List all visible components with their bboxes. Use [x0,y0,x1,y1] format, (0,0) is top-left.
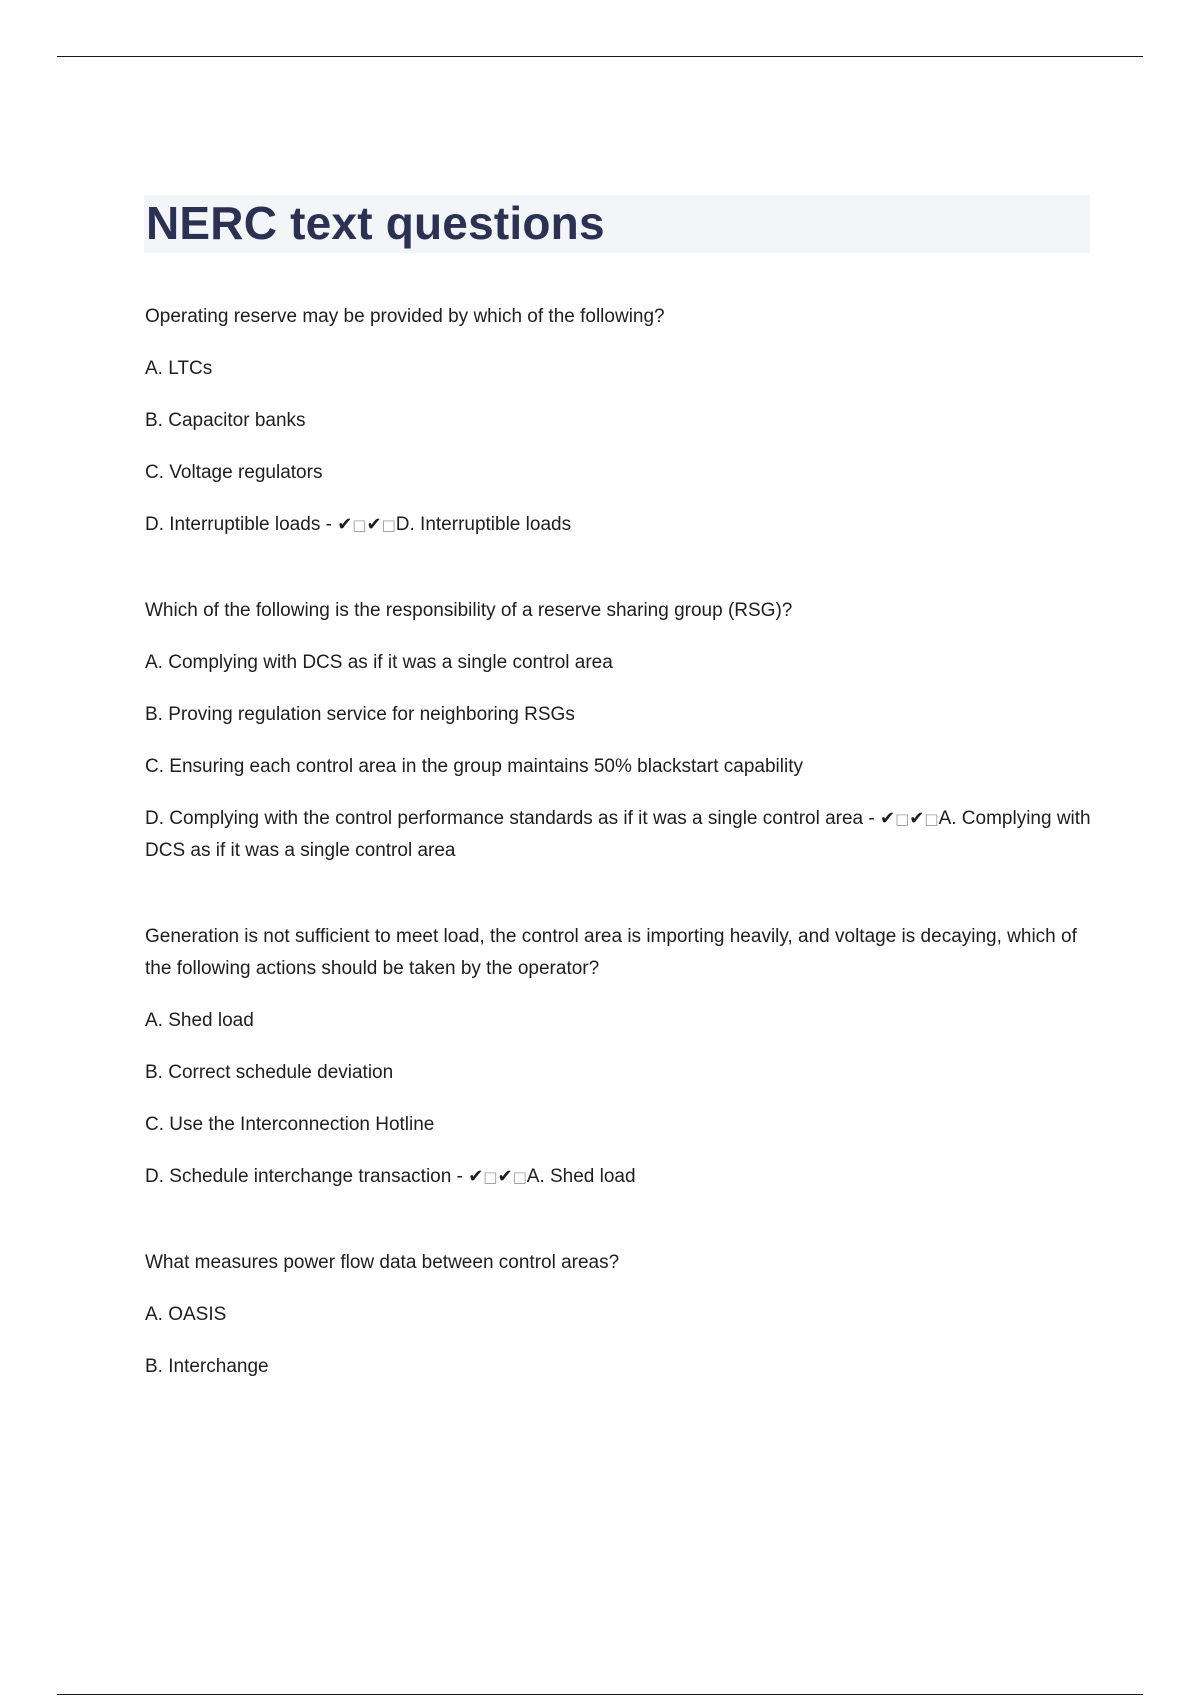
option-c: C. Use the Interconnection Hotline [145,1114,435,1135]
option-b: B. Correct schedule deviation [145,1062,394,1083]
check-icon: ✔ [880,808,896,829]
box-icon: □ [924,810,939,828]
check-icon: ✔ [468,1166,484,1187]
answer-text: A. Complying with DCS as if it was a single control area [145,808,1091,861]
question-text: Operating reserve may be provided by which of the following? [145,306,665,327]
check-icon: ✔ [366,514,382,535]
check-icon: ✔ [497,1166,513,1187]
question-text: Generation is not sufficient to meet load, the control area is importing heavily, and voltage is decaying, which of the following actions should be taken by the operator? [145,926,1077,979]
check-icon: ✔ [337,514,353,535]
question-block [145,921,1095,1193]
box-icon: □ [352,516,367,534]
bottom-rule [57,1694,1143,1695]
question-text: Which of the following is the responsibility of a reserve sharing group (RSG)? [145,600,793,621]
page-title: NERC text questions [146,197,605,249]
option-d: D. Complying with the control performance standards as if it was a single control area - [145,808,875,829]
box-icon: □ [895,810,910,828]
question-block [145,595,1095,867]
option-d-with-answer [145,1161,1095,1193]
box-icon: □ [483,1168,498,1186]
question-text: What measures power flow data between control areas? [145,1252,620,1273]
option-d-with-answer [145,509,1095,541]
answer-text: D. Interruptible loads [395,514,572,535]
question-list [145,301,1095,1437]
option-d-with-answer [145,803,1095,867]
option-a: A. Shed load [145,1010,254,1031]
box-icon: □ [512,1168,527,1186]
option-c: C. Voltage regulators [145,462,323,483]
question-block [145,301,1095,541]
option-b: B. Interchange [145,1356,269,1377]
option-b: B. Capacitor banks [145,410,306,431]
option-d: D. Schedule interchange transaction - [145,1166,463,1187]
option-d: D. Interruptible loads - [145,514,332,535]
question-block [145,1247,1095,1383]
option-b: B. Proving regulation service for neighboring RSGs [145,704,575,725]
check-icon: ✔ [909,808,925,829]
option-a: A. OASIS [145,1304,227,1325]
answer-text: A. Shed load [526,1166,636,1187]
option-a: A. Complying with DCS as if it was a single control area [145,652,613,673]
option-a: A. LTCs [145,358,213,379]
option-c: C. Ensuring each control area in the group maintains 50% blackstart capability [145,756,803,777]
box-icon: □ [381,516,396,534]
top-rule [57,56,1143,57]
